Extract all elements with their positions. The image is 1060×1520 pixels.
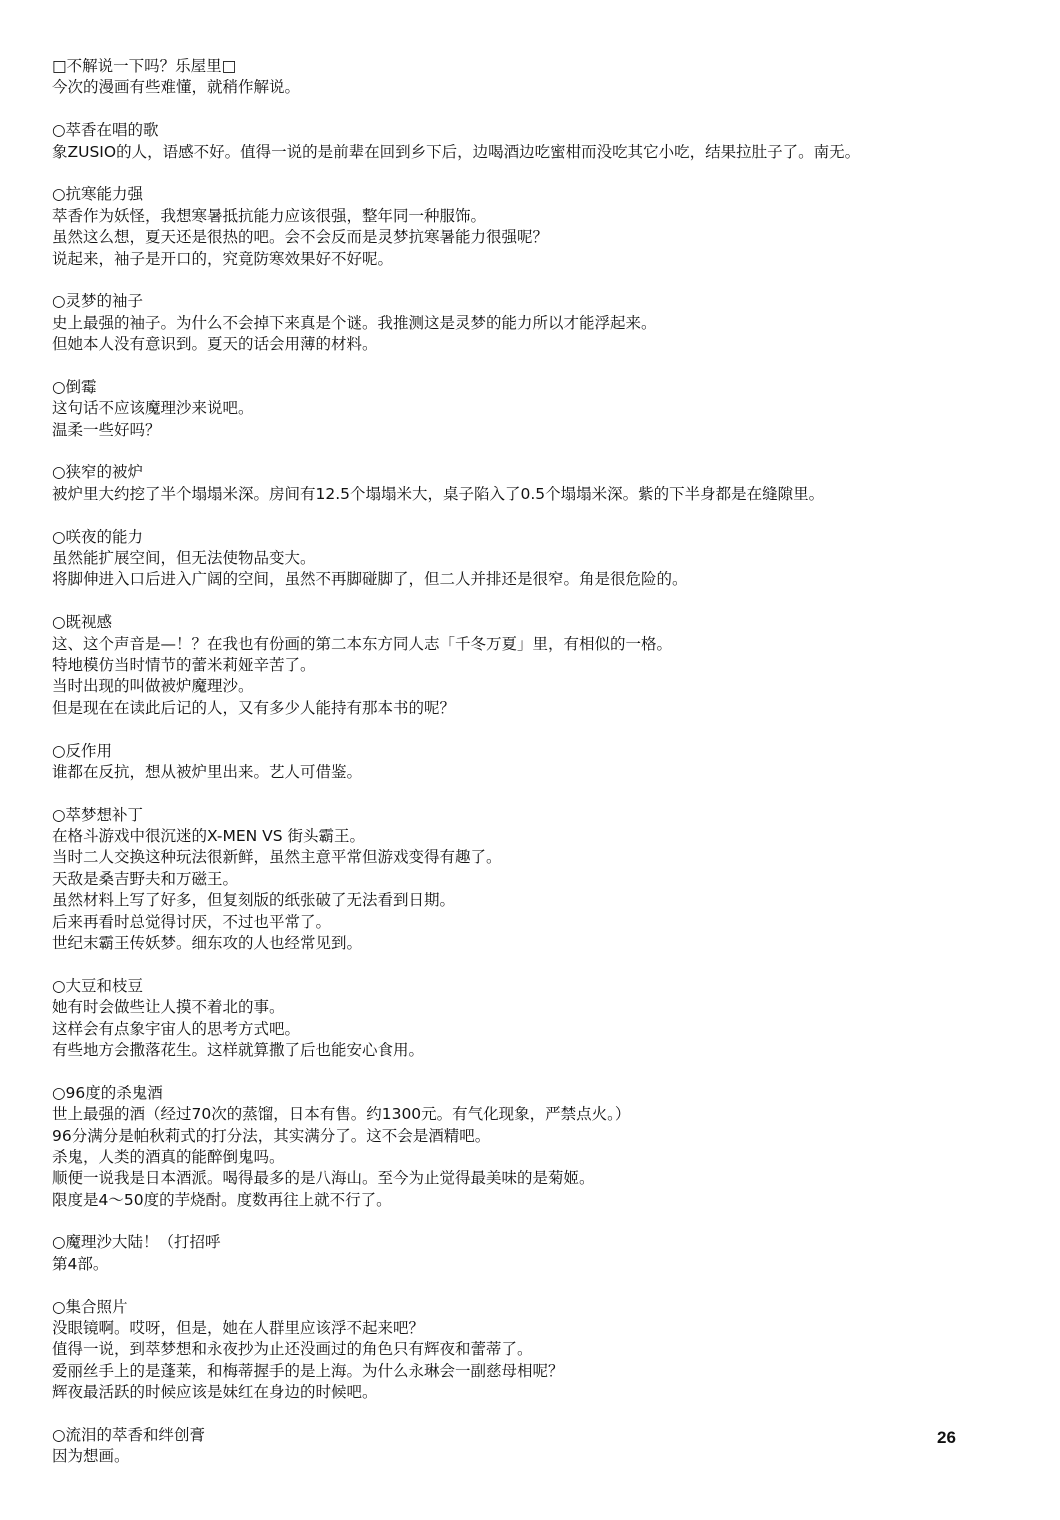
section-line: 象ZUSIO的人，语感不好。值得一说的是前辈在回到乡下后，边喝酒边吃蜜柑而没吃其它小吃，结果拉肚子了。南无。 — [52, 142, 861, 161]
section — [52, 1404, 982, 1468]
section-heading: ○灵梦的袖子 — [52, 292, 144, 311]
section-line: 因为想画。 — [52, 1447, 130, 1466]
section-spacer — [52, 355, 982, 376]
section — [52, 99, 982, 163]
section-line: 虽然能扩展空间，但无法使物品变大。 — [52, 548, 316, 567]
section-heading: ○流泪的萃香和绊创膏 — [52, 1426, 206, 1444]
section-line: 但她本人没有意识到。夏天的话会用薄的材料。 — [52, 335, 378, 354]
section — [52, 591, 982, 719]
section-spacer — [52, 270, 982, 291]
section-heading: ○萃梦想补丁 — [52, 805, 144, 824]
section-line: 96分满分是帕秋莉式的打分法，其实满分了。这不会是酒精吧。 — [52, 1126, 491, 1145]
section-line: 萃香作为妖怪，我想寒暑抵抗能力应该很强，整年同一种服饰。 — [52, 206, 487, 225]
page-number: 26 — [937, 1428, 956, 1447]
section — [52, 163, 982, 270]
section-line: 没眼镜啊。哎呀，但是，她在人群里应该浮不起来吧？ — [52, 1319, 425, 1338]
section-heading: ○96度的杀鬼酒 — [52, 1083, 163, 1102]
intro-title: □不解说一下吗？乐屋里□ — [52, 57, 237, 75]
section-line: 温柔一些好吗？ — [52, 420, 161, 439]
section-heading: ○魔理沙大陆！（打招呼 — [52, 1233, 221, 1252]
section-line: 说起来，袖子是开口的，究竟防寒效果好不好呢。 — [52, 249, 394, 268]
section — [52, 270, 982, 356]
section-line: 谁都在反抗，想从被炉里出来。艺人可借鉴。 — [52, 762, 363, 781]
section-line: 世纪末霸王传妖梦。细东攻的人也经常见到。 — [52, 934, 363, 953]
section — [52, 355, 982, 441]
section-heading: ○倒霉 — [52, 377, 97, 396]
section — [52, 719, 982, 783]
section-heading: ○抗寒能力强 — [52, 185, 144, 204]
section — [52, 1061, 982, 1211]
section-line: 特地模仿当时情节的蕾米莉娅辛苦了。 — [52, 655, 316, 674]
section — [52, 954, 982, 1061]
section-spacer — [52, 99, 982, 120]
section-line: 史上最强的袖子。为什么不会掉下来真是个谜。我推测这是灵梦的能力所以才能浮起来。 — [52, 313, 657, 332]
section-spacer — [52, 441, 982, 462]
section-spacer — [52, 783, 982, 804]
section-heading: ○大豆和枝豆 — [52, 976, 144, 995]
section-heading: ○狭窄的被炉 — [52, 463, 144, 482]
section-line: 有些地方会撒落花生。这样就算撒了后也能安心食用。 — [52, 1040, 425, 1059]
section-line: 这、这个声音是—！？在我也有份画的第二本东方同人志「千冬万夏」里，有相似的一格。 — [52, 634, 673, 653]
section — [52, 1275, 982, 1403]
section-line: 她有时会做些让人摸不着北的事。 — [52, 998, 285, 1017]
section-heading: ○集合照片 — [52, 1297, 128, 1316]
section-line: 第4部。 — [52, 1254, 109, 1273]
section — [52, 1211, 982, 1275]
section-line: 杀鬼，人类的酒真的能醉倒鬼吗。 — [52, 1147, 285, 1166]
section-spacer — [52, 591, 982, 612]
section-spacer — [52, 719, 982, 740]
section-line: 值得一说，到萃梦想和永夜抄为止还没画过的角色只有辉夜和蕾蒂了。 — [52, 1340, 533, 1359]
section — [52, 505, 982, 591]
section — [52, 441, 982, 505]
section-spacer — [52, 1404, 982, 1425]
section-line: 在格斗游戏中很沉迷的X-MEN VS 街头霸王。 — [52, 827, 365, 846]
section-line: 虽然这么想，夏天还是很热的吧。会不会反而是灵梦抗寒暑能力很强呢？ — [52, 228, 549, 247]
afterword-text — [52, 56, 982, 1468]
section-spacer — [52, 1061, 982, 1082]
section-spacer — [52, 163, 982, 184]
section-spacer — [52, 1211, 982, 1232]
section-spacer — [52, 954, 982, 975]
section-spacer — [52, 1275, 982, 1296]
section-line: 当时二人交换这种玩法很新鲜，虽然主意平常但游戏变得有趣了。 — [52, 848, 502, 867]
section-line: 辉夜最活跃的时候应该是妹红在身边的时候吧。 — [52, 1383, 378, 1402]
section-line: 被炉里大约挖了半个塌塌米深。房间有12.5个塌塌米大，桌子陷入了0.5个塌塌米深。紫的下半身都是在缝隙里。 — [52, 484, 825, 503]
section-line: 天敌是桑吉野夫和万磁王。 — [52, 869, 239, 888]
section-line: 爱丽丝手上的是蓬莱，和梅蒂握手的是上海。为什么永琳会一副慈母相呢？ — [52, 1361, 564, 1380]
section-line: 这句话不应该魔理沙来说吧。 — [52, 399, 254, 418]
section-line: 将脚伸进入口后进入广阔的空间，虽然不再脚碰脚了，但二人并排还是很窄。角是很危险的。 — [52, 570, 688, 589]
section-line: 世上最强的酒（经过70次的蒸馏，日本有售。约1300元。有气化现象，严禁点火。） — [52, 1105, 631, 1124]
section-line: 但是现在在读此后记的人，又有多少人能持有那本书的呢？ — [52, 698, 456, 717]
section-spacer — [52, 505, 982, 526]
sections-container — [52, 99, 982, 1468]
section-line: 顺便一说我是日本酒派。喝得最多的是八海山。至今为止觉得最美味的是菊姬。 — [52, 1169, 595, 1188]
section-heading: ○萃香在唱的歌 — [52, 121, 159, 140]
section-heading: ○反作用 — [52, 741, 113, 760]
section-line: 这样会有点象宇宙人的思考方式吧。 — [52, 1019, 301, 1038]
section-line: 限度是4～50度的芋烧酎。度数再往上就不行了。 — [52, 1190, 392, 1209]
intro-text: 今次的漫画有些难懂，就稍作解说。 — [52, 78, 301, 97]
section-line: 当时出现的叫做被炉魔理沙。 — [52, 677, 254, 696]
section-heading: ○既视感 — [52, 613, 113, 632]
section-line: 虽然材料上写了好多，但复刻版的纸张破了无法看到日期。 — [52, 891, 456, 910]
section-heading: ○咲夜的能力 — [52, 527, 144, 546]
section — [52, 783, 982, 954]
section-line: 后来再看时总觉得讨厌，不过也平常了。 — [52, 912, 332, 931]
